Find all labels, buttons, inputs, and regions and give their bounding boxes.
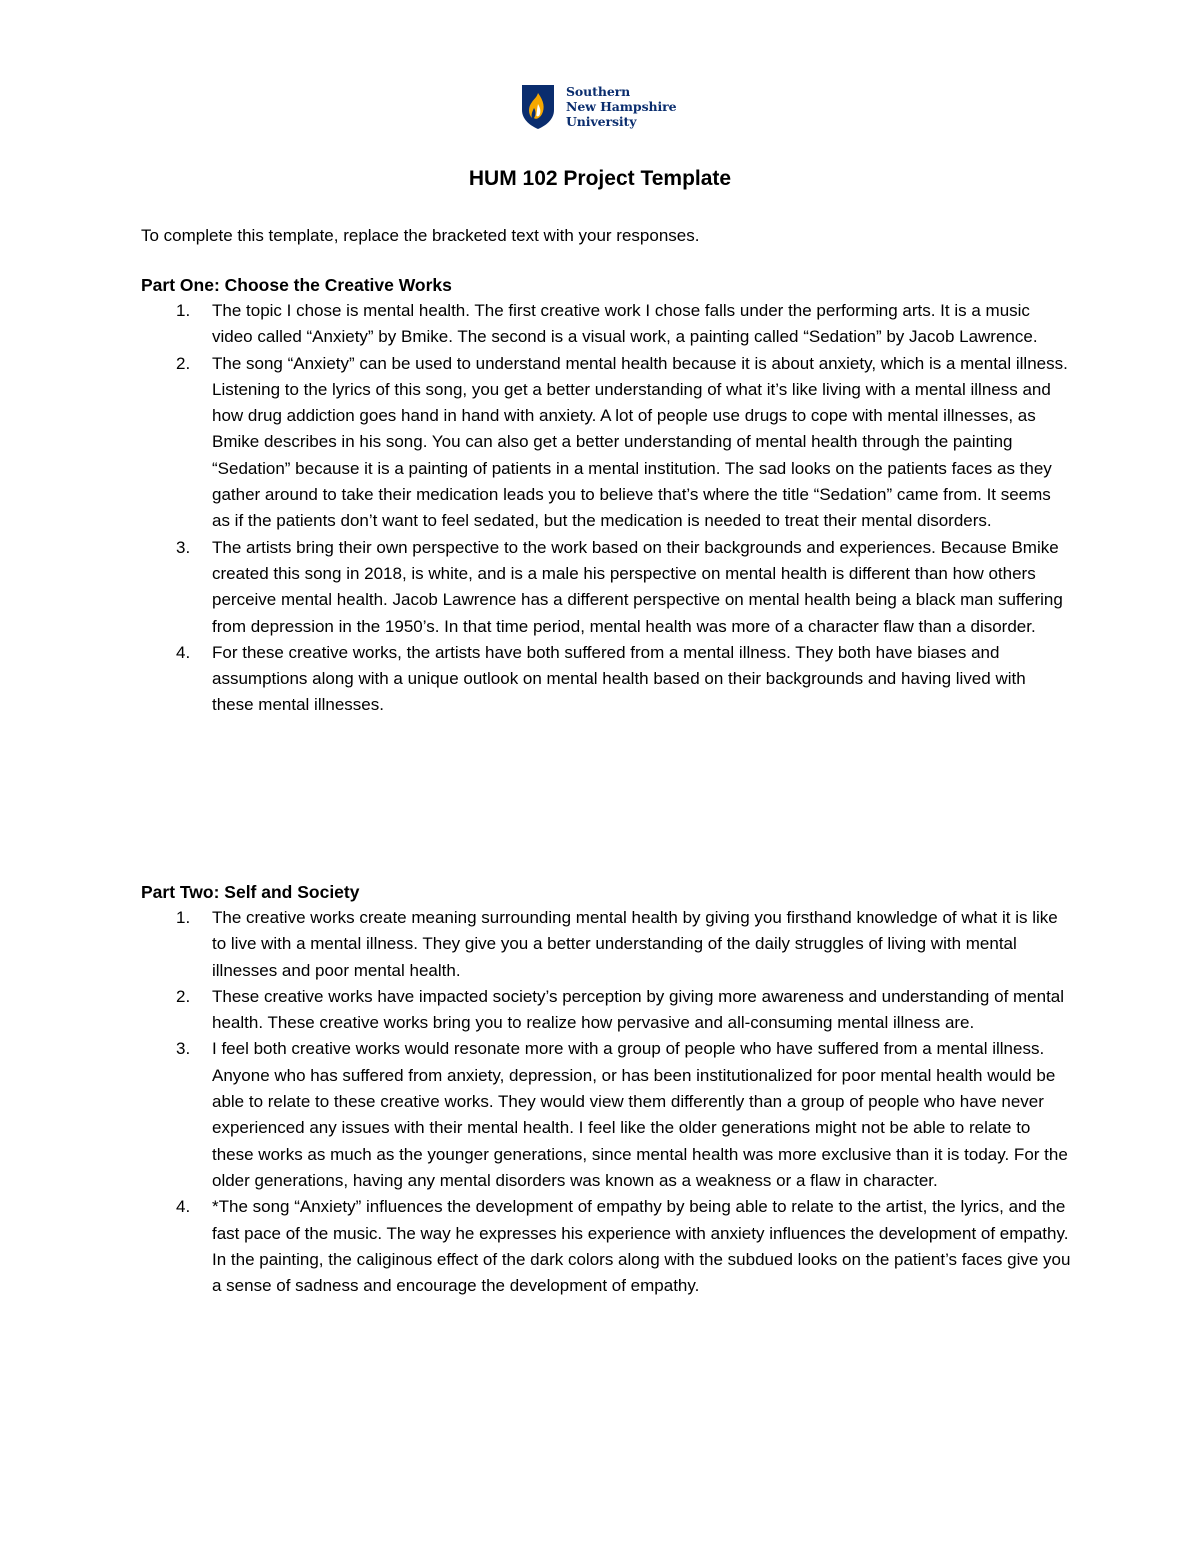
list-item-number: 4. [176,1197,191,1217]
part-one-list [141,298,1071,719]
list-item [141,984,1071,1037]
list-item-number: 2. [176,986,191,1006]
list-item-text: I feel both creative works would resonate more with a group of people who have suffered from a mental illness. Anyone who has suffered from anxiety, depression, or has been institutionalized for poor mental health would be able to relate to these creative works. They would view them differently than a group of people who have never experienced any issues with their mental health. I feel like the older generations might not be able to relate to these works as much as the younger generations, since mental health was more exclusive than it is today. For the older generations, having any mental disorders was known as a weakness or a flaw in character. [212,1039,1068,1190]
list-item-text: The topic I chose is mental health. The first creative work I chose falls under the performing arts. It is a music video called “Anxiety” by Bmike. The second is a visual work, a painting called “Sedation” by Jacob Lawrence. [212,301,1038,347]
list-item [141,1036,1071,1194]
logo-line-2: New Hampshire [566,99,677,114]
list-item [141,535,1071,640]
list-item-number: 3. [176,537,191,557]
list-item-number: 3. [176,1039,191,1059]
part-one-heading: Part One: Choose the Creative Works [141,275,452,295]
list-item-text: The creative works create meaning surrounding mental health by giving you firsthand knowledge of what it is like to live with a mental illness. They give you a better understanding of the daily struggles of living with mental illnesses and poor mental health. [212,908,1058,980]
list-item-text: The song “Anxiety” can be used to understand mental health because it is about anxiety, which is a mental illness. Listening to the lyrics of this song, you get a better understanding of what it’s like living with a mental illness and how drug addiction goes hand in hand with anxiety. A lot of people use drugs to cope with mental illnesses, as Bmike describes in his song. You can also get a better understanding of mental health through the painting “Sedation” because it is a painting of patients in a mental institution. The sad looks on the patients faces as they gather around to take their medication leads you to believe that’s where the title “Sedation” came from. It seems as if the patients don’t want to feel sedated, but the medication is needed to treat their mental disorders. [212,353,1068,531]
list-item [141,640,1071,719]
shield-flame-icon [521,84,555,130]
part-one-section [141,272,1071,719]
list-item-text: *The song “Anxiety” influences the development of empathy by being able to relate to the artist, the lyrics, and the fast pace of the music. The way he expresses his experience with anxiety influences the development of empathy. In the painting, the caliginous effect of the dark colors along with the subdued looks on the patient’s faces give you a sense of sadness and encourage the development of empathy. [212,1197,1071,1296]
list-item [141,1194,1071,1299]
logo-line-3: University [566,114,637,129]
part-two-section [141,879,1071,1299]
logo-line-1: Southern [566,84,631,99]
university-logo [521,84,676,130]
list-item [141,351,1071,535]
list-item-text: The artists bring their own perspective to the work based on their backgrounds and experiences. Because Bmike created this song in 2018, is white, and is a male his perspective on mental health is different than how others perceive mental health. Jacob Lawrence has a different perspective on mental health being a black man suffering from depression in the 1950’s. In that time period, mental health was more of a character flaw than a disorder. [212,537,1063,636]
list-item-number: 2. [176,353,191,373]
list-item-number: 1. [176,301,191,320]
list-item-number: 4. [176,642,191,662]
list-item [141,298,1071,351]
list-item [141,905,1071,984]
list-item-text: For these creative works, the artists have both suffered from a mental illness. They both have biases and assumptions along with a unique outlook on mental health based on their backgrounds and having lived with these mental illnesses. [212,642,1026,715]
page-title: HUM 102 Project Template [468,167,732,190]
part-two-list [141,905,1071,1299]
university-wordmark [566,84,676,129]
list-item-text: These creative works have impacted society’s perception by giving more awareness and understanding of mental health. These creative works bring you to realize how pervasive and all-consuming mental illness are. [212,986,1065,1033]
part-two-heading: Part Two: Self and Society [141,882,360,902]
intro-text: To complete this template, replace the bracketed text with your responses. [141,226,700,245]
list-item-number: 1. [176,908,191,927]
